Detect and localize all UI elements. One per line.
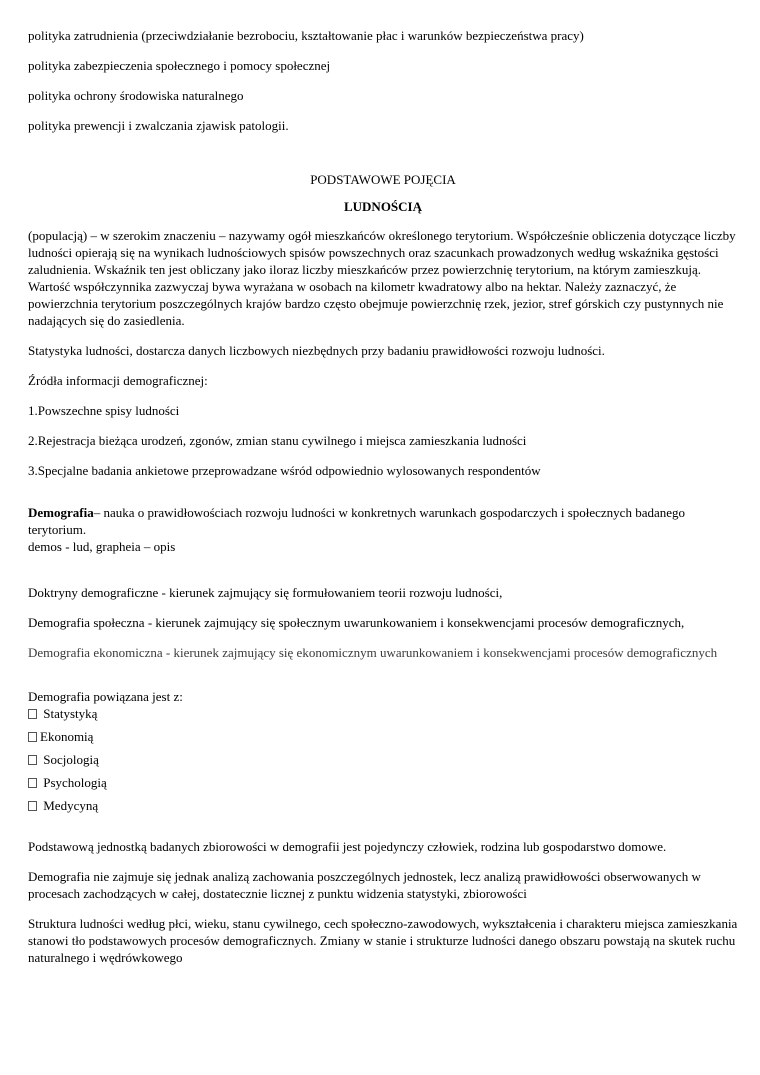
- closing-paragraph: Demografia nie zajmuje się jednak analizą zachowania poszczególnych jednostek, lecz analizą prawidłowości obserwowanych w procesach zachodzących w całej, dostatecznie licznej z punktu widzenia statystyki, zbiorowości: [28, 869, 701, 901]
- demography-term: Demografia: [28, 505, 94, 520]
- statistics-line: Statystyka ludności, dostarcza danych liczbowych niezbędnych przy badaniu prawidłowości rozwoju ludności.: [28, 343, 605, 358]
- policy-item: polityka zabezpieczenia społecznego i pomocy społecznej: [28, 58, 331, 73]
- document-page: [28, 27, 738, 979]
- bullet-box-icon: [28, 732, 37, 742]
- policy-item: polityka prewencji i zwalczania zjawisk patologii.: [28, 118, 289, 133]
- bullet-box-icon: [28, 755, 37, 765]
- section-subheading: LUDNOŚCIĄ: [343, 199, 422, 214]
- branch-item: Demografia społeczna - kierunek zajmujący się społecznym uwarunkowaniem i konsekwencjami procesów demograficznych,: [28, 615, 685, 630]
- related-title: Demografia powiązana jest z:: [28, 689, 183, 704]
- source-item: 2.Rejestracja bieżąca urodzeń, zgonów, zmian stanu cywilnego i miejsca zamieszkania ludności: [28, 433, 527, 448]
- source-item: 3.Specjalne badania ankietowe przeprowadzane wśród odpowiednio wylosowanych respondentów: [28, 463, 541, 478]
- sources-title: Źródła informacji demograficznej:: [28, 373, 208, 388]
- demography-etymology: demos - lud, grapheia – opis: [28, 539, 176, 554]
- related-list: [28, 705, 738, 814]
- source-item: 1.Powszechne spisy ludności: [28, 403, 180, 418]
- demography-definition: [28, 504, 738, 538]
- bullet-box-icon: [28, 778, 37, 788]
- list-item: Medycyną: [28, 797, 738, 814]
- section-heading: PODSTAWOWE POJĘCIA: [310, 172, 456, 187]
- list-item: Statystyką: [28, 705, 738, 722]
- branch-item: Doktryny demograficzne - kierunek zajmujący się formułowaniem teorii rozwoju ludności,: [28, 585, 503, 600]
- list-item: Ekonomią: [28, 728, 738, 745]
- list-item: Socjologią: [28, 751, 738, 768]
- policy-item: polityka zatrudnienia (przeciwdziałanie bezrobociu, kształtowanie płac i warunków bezpieczeństwa pracy): [28, 28, 584, 43]
- closing-paragraph: Struktura ludności według płci, wieku, stanu cywilnego, cech społeczno-zawodowych, wykształcenia i charakteru miejsca zamieszkania stanowi tło podstawowych procesów demograficznych. Zmiany w stanie i strukturze ludności danego obszaru powstają na skutek ruchu naturalnego i wędrówkowego: [28, 916, 738, 965]
- list-item: Psychologią: [28, 774, 738, 791]
- demography-definition-text: – nauka o prawidłowościach rozwoju ludności w konkretnych warunkach gospodarczych i społecznych badanego terytorium.: [28, 505, 686, 537]
- closing-paragraph: Podstawową jednostką badanych zbiorowości w demografii jest pojedynczy człowiek, rodzina lub gospodarstwo domowe.: [28, 839, 667, 854]
- bullet-box-icon: [28, 801, 37, 811]
- population-paragraph: (populacją) – w szerokim znaczeniu – nazywamy ogół mieszkańców określonego terytorium. Współcześnie obliczenia dotyczące liczby ludności opierają się na wynikach ludnościowych spisów powszechnych oraz szacunkach prowadzonych według wskaźnika gęstości zaludnienia. Wskaźnik ten jest obliczany jako iloraz liczby mieszkańców przez powierzchnię terytorium, na którym zamieszkują. Wartość współczynnika zazwyczaj bywa wyrażana w osobach na kilometr kwadratowy albo na hektar. Należy zaznaczyć, że powierzchnia terytorium poszczególnych krajów bardzo często obejmuje powierzchnię rzek, jezior, stref górskich czy pustynnych nie nadających się do zasiedlenia.: [28, 228, 736, 328]
- policy-item: polityka ochrony środowiska naturalnego: [28, 88, 244, 103]
- bullet-box-icon: [28, 709, 37, 719]
- branch-item: Demografia ekonomiczna - kierunek zajmujący się ekonomicznym uwarunkowaniem i konsekwencjami procesów demograficznych: [28, 645, 718, 660]
